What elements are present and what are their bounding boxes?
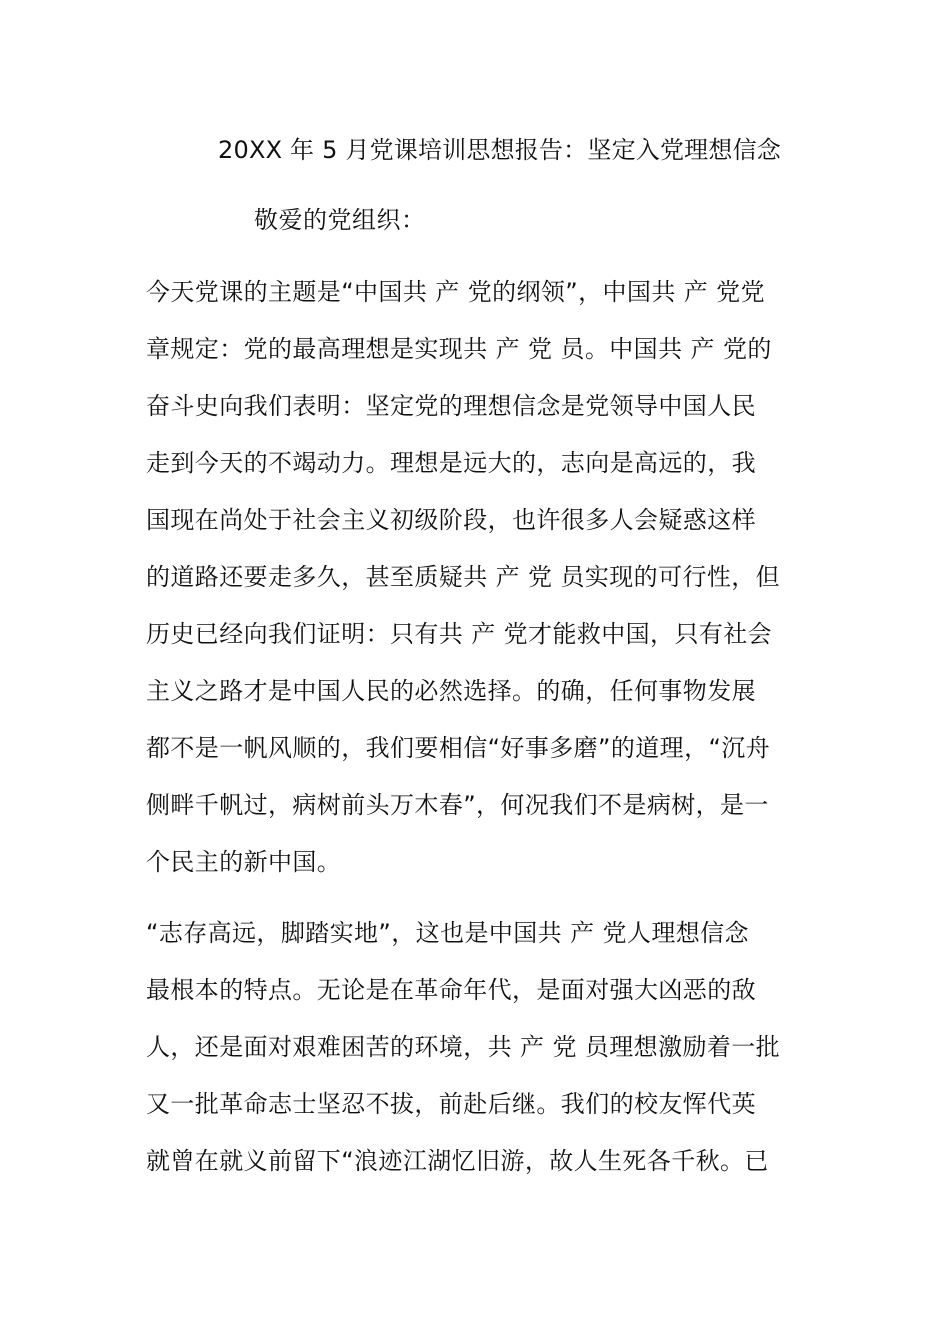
paragraph-1-line: 主义之路才是中国人民的必然选择。的确，任何事物发展: [146, 677, 756, 705]
paragraph-1-line: 侧畔千帆过，病树前头万木春”，何况我们不是病树，是一: [146, 791, 769, 819]
paragraph-1-line: 奋斗史向我们表明：坚定党的理想信念是党领导中国人民: [146, 392, 756, 420]
paragraph-2-line: 就曾在就义前留下“浪迹江湖忆旧游，故人生死各千秋。已: [146, 1147, 769, 1175]
paragraph-2-line: 最根本的特点。无论是在革命年代，是面对强大凶恶的敌: [146, 976, 756, 1004]
paragraph-1-line: 个民主的新中国。: [146, 848, 342, 876]
paragraph-1-line: 的道路还要走多久，甚至质疑共 产 党 员实现的可行性，但: [146, 563, 781, 591]
paragraph-1-line: 章规定：党的最高理想是实现共 产 党 员。中国共 产 党的: [146, 335, 772, 363]
paragraph-1-line: 今天党课的主题是“中国共 产 党的纲领”，中国共 产 党党: [146, 278, 765, 306]
paragraph-2-line: 又一批革命志士坚忍不拔，前赴后继。我们的校友恽代英: [146, 1090, 756, 1118]
paragraph-2-line: 人，还是面对艰难困苦的环境，共 产 党 员理想激励着一批: [146, 1033, 781, 1061]
paragraph-1-line: 国现在尚处于社会主义初级阶段，也许很多人会疑惑这样: [146, 506, 756, 534]
paragraph-2-line: “志存高远，脚踏实地”，这也是中国共 产 党人理想信念: [146, 919, 749, 947]
paragraph-1-line: 历史已经向我们证明：只有共 产 党才能救中国，只有社会: [146, 620, 773, 648]
paragraph-1-line: 都不是一帆风顺的，我们要相信“好事多磨”的道理，“沉舟: [146, 734, 771, 762]
paragraph-1-line: 走到今天的不竭动力。理想是远大的，志向是高远的，我: [146, 449, 756, 477]
salutation: 敬爱的党组织：: [254, 206, 426, 234]
document-title: 20XX 年 5 月党课培训思想报告：坚定入党理想信念: [218, 136, 781, 164]
